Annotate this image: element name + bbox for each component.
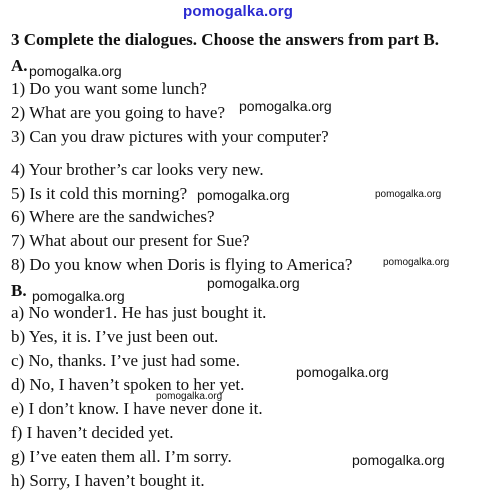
watermark-4: pomogalka.org (375, 189, 442, 200)
watermark-10: pomogalka.org (352, 452, 445, 468)
question-2: 2) What are you going to have? (11, 103, 226, 122)
question-4: 4) Your brother’s car looks very new. (11, 160, 264, 179)
answer-e: e) I don’t know. I have never done it. (11, 399, 263, 418)
watermark-7: pomogalka.org (32, 288, 125, 304)
question-6: 6) Where are the sandwiches? (11, 207, 215, 226)
watermark-3: pomogalka.org (197, 187, 290, 203)
watermark-9: pomogalka.org (156, 391, 223, 402)
watermark-8: pomogalka.org (296, 364, 389, 380)
answer-f: f) I haven’t decided yet. (11, 423, 174, 442)
answer-b: b) Yes, it is. I’ve just been out. (11, 327, 219, 346)
watermark-1: pomogalka.org (29, 63, 122, 79)
answer-h: h) Sorry, I haven’t bought it. (11, 471, 205, 490)
question-5: 5) Is it cold this morning? (11, 184, 188, 203)
watermark-6: pomogalka.org (207, 275, 300, 291)
watermark-2: pomogalka.org (239, 98, 332, 114)
answer-g: g) I’ve eaten them all. I’m sorry. (11, 447, 232, 466)
answer-d: d) No, I haven’t spoken to her yet. (11, 375, 245, 394)
question-7: 7) What about our present for Sue? (11, 231, 250, 250)
exercise-title: 3 Complete the dialogues. Choose the answers from part B. (11, 30, 439, 49)
question-8: 8) Do you know when Doris is flying to America? (11, 255, 353, 274)
part-a-label: A. (11, 56, 28, 75)
answer-c: c) No, thanks. I’ve just had some. (11, 351, 240, 370)
answer-a: a) No wonder1. He has just bought it. (11, 303, 267, 322)
watermark-5: pomogalka.org (383, 257, 450, 268)
question-3: 3) Can you draw pictures with your computer? (11, 127, 329, 146)
watermark-top: pomogalka.org (183, 3, 294, 20)
question-1: 1) Do you want some lunch? (11, 79, 207, 98)
part-b-label: B. (11, 281, 27, 300)
